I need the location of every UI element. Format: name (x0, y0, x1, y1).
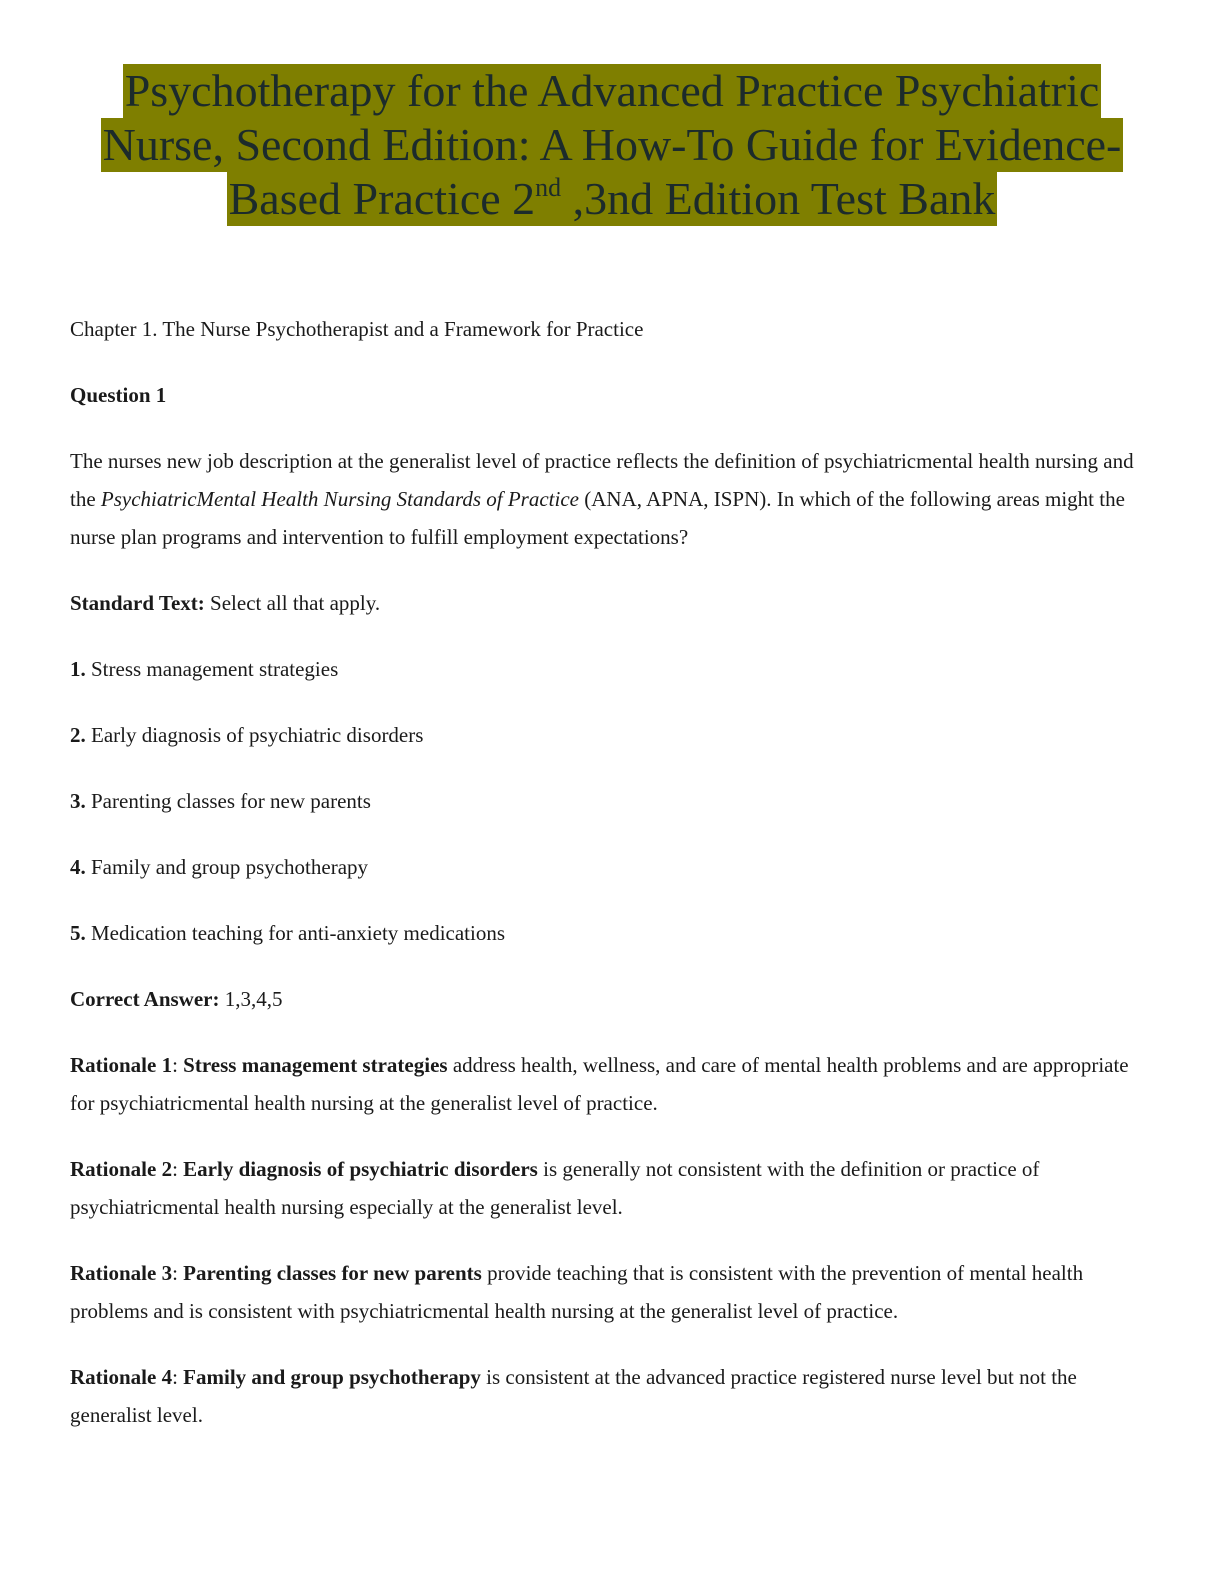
rationale-separator: : (172, 1365, 184, 1389)
rationale-text: is generally not consistent with the definition or practice of psychiatricmental health nursing especially at the generalist level. (70, 1157, 1040, 1219)
option-number: 1. (70, 657, 86, 681)
question-stem (70, 442, 1150, 556)
title-line-3-end: ,3nd Edition Test Bank (561, 173, 996, 224)
rationale-text: address health, wellness, and care of mental health problems and are appropriate for psychiatricmental health nursing at the generalist level of practice. (70, 1053, 1129, 1115)
option-3 (70, 782, 1150, 820)
standard-text (70, 584, 1150, 622)
option-number: 3. (70, 789, 86, 813)
rationale-2 (70, 1150, 1150, 1226)
chapter-heading: Chapter 1. The Nurse Psychotherapist and a Framework for Practice (70, 317, 644, 341)
document-body (70, 310, 1150, 1462)
rationale-option: Parenting classes for new parents (183, 1261, 482, 1285)
standard-text-label: Standard Text: (70, 591, 205, 615)
option-1 (70, 650, 1150, 688)
rationale-label: Rationale 3 (70, 1261, 173, 1285)
option-text: Early diagnosis of psychiatric disorders (85, 723, 424, 747)
correct-answer-value: 1,3,4,5 (219, 987, 283, 1011)
title-line-3 (227, 172, 998, 226)
option-2 (70, 716, 1150, 754)
rationale-1 (70, 1046, 1150, 1122)
question-stem-start: The nurses new job description at the generalist level of practice reflects the definition of psychiatricmental health nursing and the (70, 449, 1134, 511)
rationale-separator: : (172, 1261, 184, 1285)
title-line-2: Nurse, Second Edition: A How-To Guide for Evidence- (102, 119, 1122, 170)
option-4 (70, 848, 1150, 886)
rationale-text: is consistent at the advanced practice registered nurse level but not the generalist level. (70, 1365, 1077, 1427)
rationale-label: Rationale 4 (70, 1365, 173, 1389)
correct-answer-label: Correct Answer: (70, 987, 220, 1011)
correct-answer (70, 980, 1150, 1018)
rationale-option: Stress management strategies (183, 1053, 448, 1077)
option-number: 5. (70, 921, 86, 945)
question-heading-text: Question 1 (70, 383, 167, 407)
rationale-3 (70, 1254, 1150, 1330)
rationale-4 (70, 1358, 1150, 1434)
standards-title: PsychiatricMental Health Nursing Standards of Practice (100, 487, 579, 511)
question-heading (70, 376, 1150, 414)
rationale-option: Family and group psychotherapy (183, 1365, 481, 1389)
document-title (0, 64, 1224, 226)
option-number: 4. (70, 855, 86, 879)
option-text: Parenting classes for new parents (85, 789, 371, 813)
title-superscript: nd (535, 173, 562, 202)
option-text: Stress management strategies (85, 657, 339, 681)
rationale-option: Early diagnosis of psychiatric disorders (183, 1157, 538, 1181)
option-text: Medication teaching for anti-anxiety medications (85, 921, 506, 945)
option-number: 2. (70, 723, 86, 747)
rationale-separator: : (172, 1157, 184, 1181)
question-stem-end: (ANA, APNA, ISPN). In which of the following areas might the nurse plan programs and intervention to fulfill employment expectations? (70, 487, 1125, 549)
option-5 (70, 914, 1150, 952)
standard-text-value: Select all that apply. (204, 591, 381, 615)
option-text: Family and group psychotherapy (85, 855, 369, 879)
title-line-1: Psychotherapy for the Advanced Practice Psychiatric (124, 65, 1100, 116)
rationale-label: Rationale 1 (70, 1053, 173, 1077)
title-line-3-start: Based Practice 2 (228, 173, 536, 224)
rationale-separator: : (172, 1053, 184, 1077)
rationale-label: Rationale 2 (70, 1157, 173, 1181)
rationale-text: provide teaching that is consistent with the prevention of mental health problems and is consistent with psychiatricmental health nursing at the generalist level of practice. (70, 1261, 1084, 1323)
